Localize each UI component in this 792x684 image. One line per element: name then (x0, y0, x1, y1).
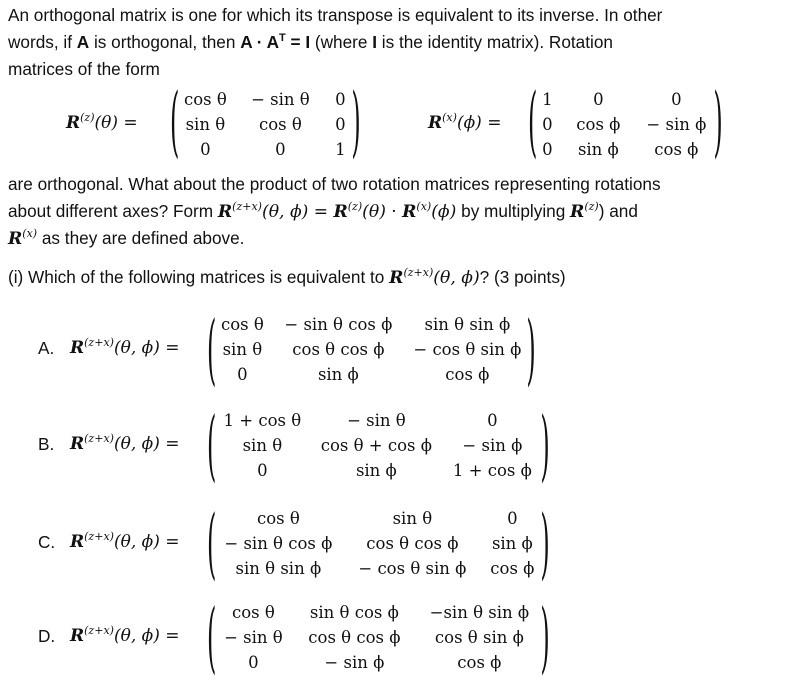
rz-left-paren: ( (170, 76, 180, 167)
option-d-cell: − sin θ (224, 628, 283, 647)
rx-cell: 0 (542, 115, 553, 134)
option-c-args: (θ, ϕ) = (113, 532, 180, 552)
option-c-cell: − cos θ sin ϕ (358, 559, 467, 578)
rx-cell: cos ϕ (576, 115, 621, 134)
option-c-left-paren: ( (207, 498, 217, 589)
rx-cell: − sin ϕ (646, 115, 707, 134)
rz-ref-symbol: R (333, 202, 348, 222)
option-d-cell: sin θ cos ϕ (309, 603, 399, 622)
question-suffix: ? (3 points) (479, 267, 566, 287)
rx-ref2-symbol: R (8, 229, 23, 249)
option-b-cell: sin θ (242, 436, 283, 455)
option-c-grid (216, 506, 540, 581)
option-d-grid (216, 600, 540, 675)
rz-ref2-symbol: R (570, 202, 585, 222)
rz-grid (181, 87, 349, 162)
middle-line-1-text: are orthogonal. What about the product of two rotation matrices representing rotations (8, 174, 661, 194)
middle-line-2-prefix: about different axes? Form (8, 201, 218, 221)
option-c-right-paren: ) (540, 498, 550, 589)
option-a-cell: cos θ cos ϕ (292, 340, 385, 359)
rx-grid (539, 87, 711, 162)
intro-line-2-mid: is orthogonal, then (89, 32, 241, 52)
option-d-letter[interactable]: D. (38, 626, 56, 646)
rx-cell: 1 (542, 90, 553, 109)
intro-line-1-text: An orthogonal matrix is one for which its transpose is equivalent to its inverse. In other (8, 5, 663, 25)
option-b-right-paren: ) (540, 400, 550, 491)
rz-matrix (170, 76, 361, 167)
rx-cell: 0 (542, 140, 553, 159)
option-a-superscript: (z+x) (84, 336, 114, 349)
option-d-cell: −sin θ sin ϕ (429, 603, 530, 622)
option-c-cell: − sin θ cos ϕ (224, 534, 333, 553)
option-b-cell: − sin θ (347, 411, 406, 430)
option-b-args: (θ, ϕ) = (113, 434, 180, 454)
rx-ref-args: (ϕ) (431, 202, 457, 222)
option-b-cell: 0 (487, 411, 498, 430)
intro-line-2-suffix: is the identity matrix). Rotation (377, 32, 613, 52)
option-d-lhs (70, 626, 180, 646)
option-a-cell: − cos θ sin ϕ (413, 340, 522, 359)
option-d-right-paren: ) (540, 592, 550, 683)
option-a-cell: cos θ (220, 315, 264, 334)
option-a-cell: sin θ (222, 340, 263, 359)
option-d-cell: − sin ϕ (324, 653, 385, 672)
option-a-cell: − sin θ cos ϕ (284, 315, 393, 334)
option-b-left-paren: ( (207, 400, 217, 491)
option-d-matrix[interactable] (207, 592, 550, 683)
option-d-left-paren: ( (207, 592, 217, 683)
rz-cell: 0 (335, 115, 346, 134)
rz-cell: sin θ (185, 115, 226, 134)
rx-ref2-superscript: (x) (22, 227, 38, 240)
question-line (8, 264, 566, 292)
option-a-cell: sin ϕ (317, 365, 359, 384)
rz-ref2-superscript: (z) (584, 200, 599, 213)
intro-line-1 (8, 2, 662, 29)
rx-ref-symbol: R (402, 202, 417, 222)
intro-line-3 (8, 56, 160, 83)
option-a-args: (θ, ϕ) = (113, 338, 180, 358)
option-a-grid (216, 312, 526, 387)
option-a-lhs (70, 338, 180, 358)
option-c-cell: cos θ cos ϕ (366, 534, 459, 553)
option-b-cell: cos θ + cos ϕ (320, 436, 433, 455)
intro-line-2 (8, 29, 613, 56)
question-symbol: R (389, 268, 404, 288)
option-c-cell: 0 (507, 509, 518, 528)
option-a-cell: cos ϕ (445, 365, 490, 384)
rz-argument: (θ) = (94, 113, 138, 133)
product-superscript: (z+x) (232, 200, 262, 213)
middle-line-2-and: ) and (598, 201, 638, 221)
product-args: (θ, ϕ) (261, 202, 309, 222)
intro-line-2-prefix: words, if (8, 32, 77, 52)
rz-cell: − sin θ (251, 90, 310, 109)
option-c-lhs (70, 532, 180, 552)
rx-symbol: R (428, 113, 443, 133)
rz-ref-superscript: (z) (347, 200, 363, 213)
option-a-symbol: R (70, 338, 85, 358)
option-b-superscript: (z+x) (84, 432, 114, 445)
option-d-cell: cos θ (231, 603, 275, 622)
dot-operator: · (385, 202, 403, 222)
option-b-cell: sin ϕ (355, 461, 397, 480)
rx-superscript: (x) (442, 111, 457, 124)
option-b-grid (216, 408, 540, 483)
rx-label (428, 113, 501, 133)
rz-cell: 1 (335, 140, 346, 159)
option-c-cell: sin ϕ (491, 534, 533, 553)
option-d-cell: cos θ cos ϕ (308, 628, 401, 647)
intro-line-2-where: (where (310, 32, 373, 52)
option-c-letter[interactable]: C. (38, 532, 56, 552)
option-d-cell: 0 (248, 653, 259, 672)
option-b-cell: − sin ϕ (462, 436, 523, 455)
question-prefix: (i) Which of the following matrices is equivalent to (8, 267, 390, 287)
option-d-cell: cos ϕ (457, 653, 502, 672)
rz-cell: 0 (275, 140, 286, 159)
option-b-cell: 1 + cos ϕ (452, 461, 532, 480)
option-c-cell: cos θ (256, 509, 300, 528)
rx-left-paren: ( (528, 76, 538, 167)
option-a-cell: 0 (237, 365, 248, 384)
rx-cell: 0 (593, 90, 604, 109)
transpose-superscript: T (279, 32, 286, 44)
product-symbol: R (217, 202, 233, 222)
option-a-matrix[interactable] (207, 304, 536, 395)
rx-right-paren: ) (713, 76, 723, 167)
option-a-right-paren: ) (526, 304, 536, 395)
rz-cell: cos θ (258, 115, 302, 134)
middle-line-2 (8, 198, 638, 226)
question-args: (θ, ϕ) (433, 268, 480, 288)
option-b-letter[interactable]: B. (38, 434, 55, 454)
option-a-letter[interactable]: A. (38, 338, 55, 358)
rz-ref-args: (θ) (362, 202, 386, 222)
rx-cell: cos ϕ (654, 140, 699, 159)
option-d-superscript: (z+x) (84, 624, 114, 637)
rz-cell: cos θ (183, 90, 227, 109)
rx-cell: sin ϕ (577, 140, 619, 159)
option-b-cell: 1 + cos θ (223, 411, 302, 430)
option-b-symbol: R (70, 434, 85, 454)
rz-cell: 0 (335, 90, 346, 109)
option-b-cell: 0 (257, 461, 268, 480)
question-superscript: (z+x) (403, 266, 434, 279)
option-c-cell: cos ϕ (490, 559, 535, 578)
rx-cell: 0 (671, 90, 682, 109)
rz-label (66, 113, 138, 133)
orthogonal-product: A · A (240, 32, 280, 52)
option-d-cell: cos θ sin ϕ (434, 628, 524, 647)
rz-superscript: (z) (80, 111, 95, 124)
intro-line-3-text: matrices of the form (8, 59, 160, 79)
option-d-args: (θ, ϕ) = (113, 626, 180, 646)
rx-argument: (ϕ) = (456, 113, 502, 133)
option-c-symbol: R (70, 532, 85, 552)
rx-matrix (528, 76, 723, 167)
equals-sign: = (308, 202, 334, 222)
identity-equals: = I (285, 32, 311, 52)
option-a-cell: sin θ sin ϕ (424, 315, 511, 334)
identity-symbol: I (372, 32, 377, 52)
middle-line-1 (8, 171, 661, 198)
option-d-symbol: R (70, 626, 85, 646)
option-c-cell: sin θ sin ϕ (235, 559, 322, 578)
option-b-lhs (70, 434, 180, 454)
rx-ref-superscript: (x) (416, 200, 432, 213)
option-b-matrix[interactable] (207, 400, 550, 491)
middle-line-2-suffix: by multiplying (456, 201, 571, 221)
option-c-cell: sin θ (392, 509, 433, 528)
option-c-matrix[interactable] (207, 498, 550, 589)
rz-cell: 0 (200, 140, 211, 159)
rz-symbol: R (66, 113, 81, 133)
matrix-A-symbol: A (76, 32, 90, 52)
middle-line-3-suffix: as they are defined above. (37, 228, 245, 248)
option-a-left-paren: ( (207, 304, 217, 395)
option-c-superscript: (z+x) (84, 530, 114, 543)
middle-line-3 (8, 225, 244, 253)
rz-right-paren: ) (351, 76, 361, 167)
